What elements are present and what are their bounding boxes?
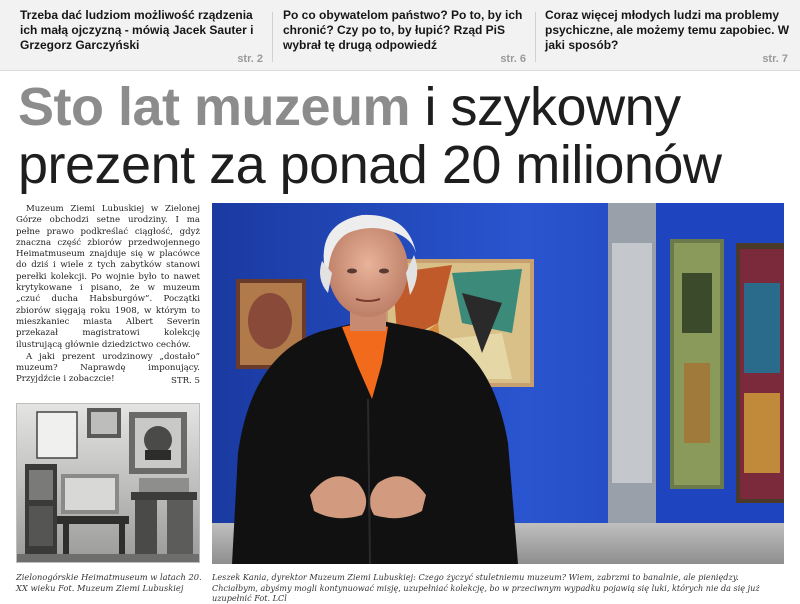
- article-paragraph: A jaki prezent urodzinowy „dostało” muzeum? Naprawdę imponujący. Przyjdźcie i zobaczcie!: [16, 351, 200, 385]
- headline-line-2: prezent za ponad 20 milionów: [18, 135, 722, 195]
- main-photo-caption: Leszek Kania, dyrektor Muzeum Ziemi Lubuskiej: Czego życzyć stuletniemu muzeum? Wiem, zabrzmi to banalnie, ale pieniędzy. Chciałbym, abyśmy mogli kontynuować misję, uzupełniać kolekcję, bo w przeciwnym wypadku pojawią się luki, których nie da się już uzupełnić Fot. LCl: [212, 572, 760, 603]
- article-paragraph: Muzeum Ziemi Lubuskiej w Zielonej Górze obchodzi setne urodziny. I ma pełne prawo podkreślać ciągłość, gdyż znaczna część zbiorów przedwojennego Heimatmuseum znajduje się w placówce do dziś i wiele z tych zabytków stanowi perełki kolekcji. Po wojnie było to nawet krytykowane i pisano, że w muzeum „czuć ducha Habsburgów”. Początki zbiorów sięgają roku 1908, w którym to mieszkaniec miasta Albert Severin przekazał magistratowi kolekcję ilustrującą głównie dziedzictwo cechów.: [16, 204, 200, 350]
- teaser-2[interactable]: [283, 8, 528, 66]
- teaser-divider: [272, 12, 273, 62]
- headline-line-1: [18, 78, 788, 136]
- teaser-1-text: Trzeba dać ludziom możliwość rządzenia ich małą ojczyzną - mówią Jacek Sauter i Grzegorz Garczyński: [20, 8, 254, 52]
- archive-photo-caption: Zielonogórskie Heimatmuseum w latach 20. XX wieku Fot. Muzeum Ziemi Lubuskiej: [16, 572, 202, 593]
- archive-photo: [16, 403, 200, 563]
- teaser-3-text: Coraz więcej młodych ludzi ma problemy psychiczne, ale możemy temu zapobiec. W jaki sposób?: [545, 8, 790, 52]
- page-reference[interactable]: STR. 5: [170, 375, 200, 386]
- teaser-3-page: str. 7: [762, 53, 788, 65]
- teaser-3[interactable]: [545, 8, 790, 66]
- teaser-2-page: str. 6: [500, 53, 526, 65]
- teaser-1[interactable]: [20, 8, 265, 66]
- teaser-divider: [535, 12, 536, 62]
- headline: [18, 78, 788, 194]
- headline-accent: Sto lat muzeum: [18, 77, 411, 137]
- article-body: [16, 204, 200, 387]
- teaser-1-page: str. 2: [237, 53, 263, 65]
- teaser-2-text: Po co obywatelom państwo? Po to, by ich chronić? Czy po to, by łupić? Rząd PiS wybrał tę drugą odpowiedź: [283, 8, 523, 52]
- main-photo: [212, 203, 784, 564]
- main-photo-image: [212, 203, 784, 564]
- teaser-bar: [0, 0, 800, 71]
- archive-photo-image: [17, 404, 200, 563]
- headline-rest: i szykowny: [410, 77, 681, 137]
